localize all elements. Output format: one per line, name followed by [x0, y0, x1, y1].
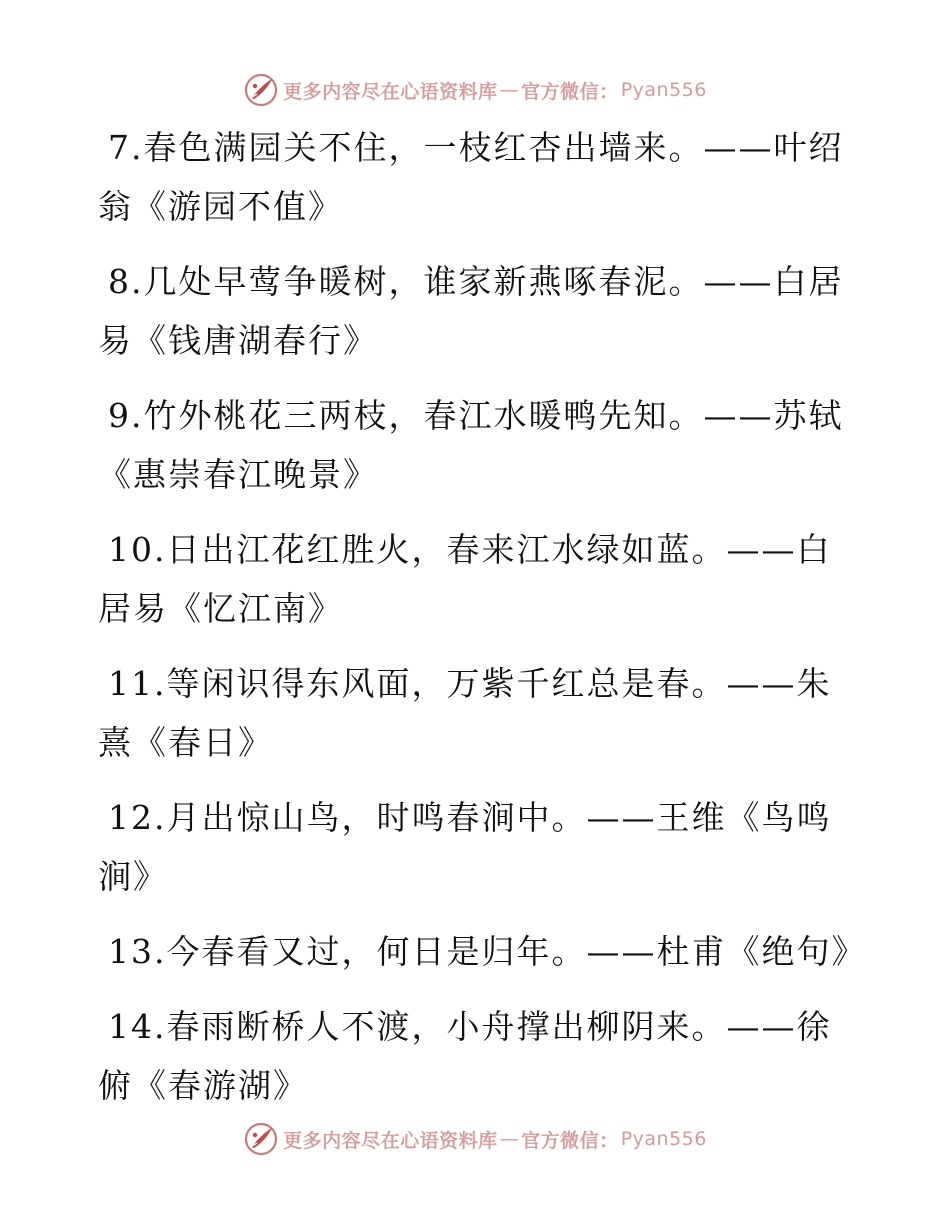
- watermark-wechat-id: Pyan556: [620, 79, 707, 101]
- footer-watermark: [0, 1119, 950, 1159]
- poem-entry-14: 14.春雨断桥人不渡，小舟撑出柳阴来。——徐俯《春游湖》: [98, 1007, 832, 1105]
- watermark-site-text: 更多内容尽在心语资料库: [283, 1129, 498, 1152]
- poem-list: [98, 118, 867, 1115]
- quill-pen-logo-icon: [243, 72, 279, 108]
- watermark-site-text: 更多内容尽在心语资料库: [283, 80, 498, 103]
- poem-entry-10: 10.日出江花红胜火，春来江水绿如蓝。——白居易《忆江南》: [98, 530, 832, 628]
- watermark-separator: —: [499, 1128, 520, 1150]
- poem-entry-7: 7.春色满园关不住，一枝红杏出墙来。——叶绍翁《游园不值》: [98, 128, 844, 226]
- poem-entry-12: 12.月出惊山鸟，时鸣春涧中。——王维《鸟鸣涧》: [98, 798, 832, 896]
- poem-entry-13: 13.今春看又过，何日是归年。——杜甫《绝句》: [108, 932, 867, 971]
- poem-entry-8: 8.几处早莺争暖树，谁家新燕啄春泥。——白居易《钱唐湖春行》: [98, 262, 844, 360]
- poem-entry-11: 11.等闲识得东风面，万紫千红总是春。——朱熹《春日》: [98, 664, 832, 762]
- poem-entry-9: 9.竹外桃花三两枝，春江水暖鸭先知。——苏轼《惠崇春江晚景》: [98, 396, 844, 494]
- quill-pen-logo-icon: [243, 1121, 279, 1157]
- header-watermark: [0, 70, 950, 110]
- watermark-wechat-id: Pyan556: [620, 1128, 707, 1150]
- watermark-label: 官方微信：: [521, 1129, 619, 1152]
- watermark-label: 官方微信：: [521, 80, 619, 103]
- watermark-separator: —: [499, 79, 520, 101]
